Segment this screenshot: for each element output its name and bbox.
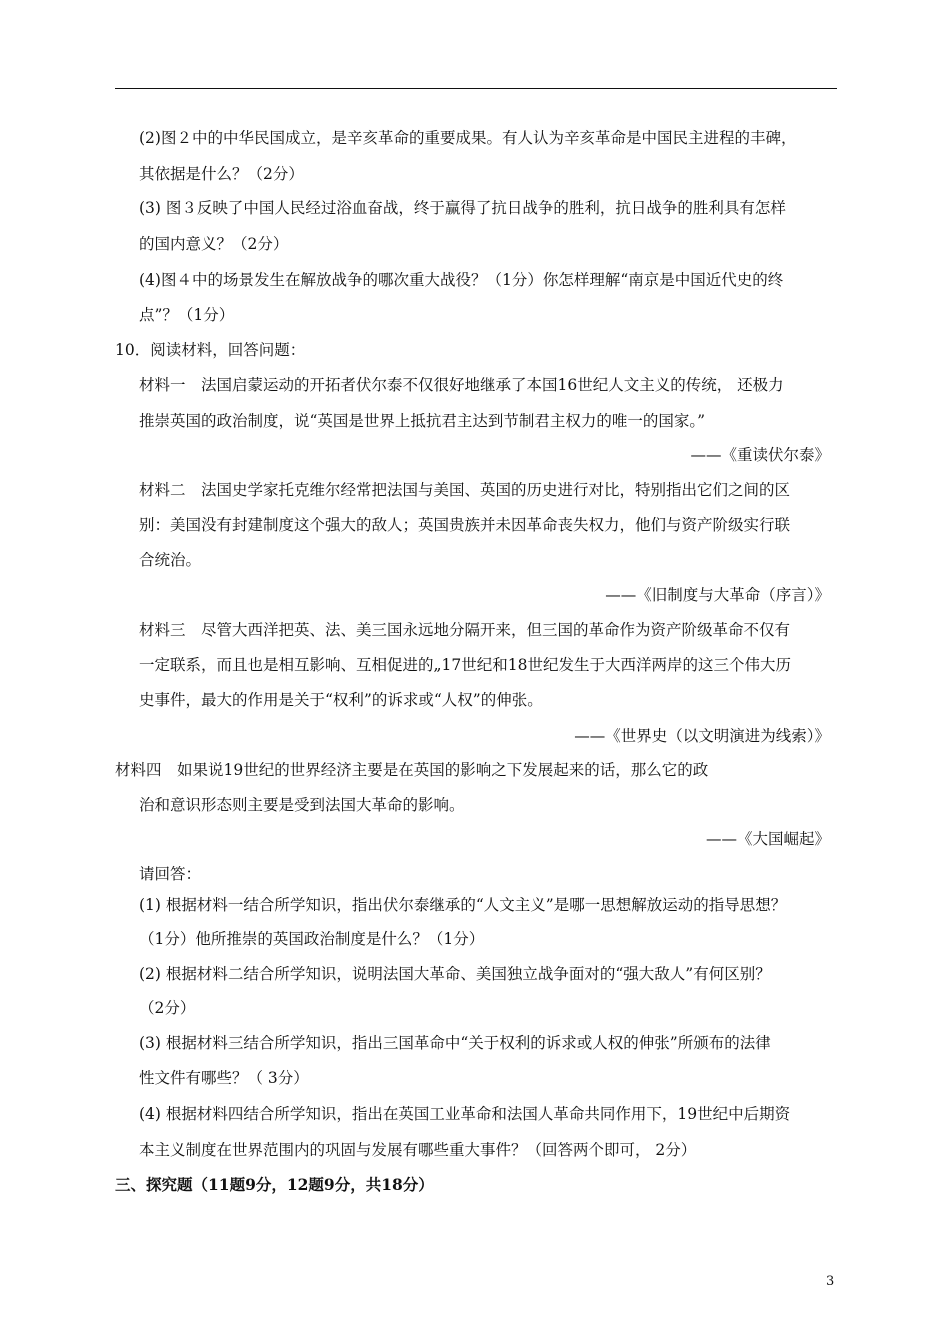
material-2-line-2: 别：美国没有封建制度这个强大的敌人；英国贵族并未因革命丧失权力，他们与资产阶级实行联 <box>139 516 791 534</box>
q3-line-2: 的国内意义？（2分） <box>139 235 289 253</box>
material-3-line-3: 史事件，最大的作用是关于“权利”的诉求或“人权”的伸张。 <box>139 691 543 709</box>
material-1-line-2: 推崇英国的政治制度，说“英国是世界上抵抗君主达到节制君主权力的唯一的国家。” <box>139 412 706 430</box>
material-1-source: ——《重读伏尔泰》 <box>690 446 830 464</box>
q2-line-2: 其依据是什么？（2分） <box>139 165 304 183</box>
page-number: 3 <box>826 1274 835 1289</box>
material-3-line-1: 材料三 尽管大西洋把英、法、美三国永远地分隔开来，但三国的革命作为资产阶级革命不仅有 <box>139 621 791 639</box>
answer-3-line-2: 性文件有哪些？（ 3分） <box>139 1069 309 1087</box>
answer-2-line-2: （2分） <box>139 999 196 1017</box>
material-2-source: ——《旧制度与大革命（序言）》 <box>605 586 830 604</box>
material-4-line-1: 材料四 如果说19世纪的世界经济主要是在英国的影响之下发展起来的话，那么它的政 <box>115 761 709 779</box>
header-rule <box>115 88 837 89</box>
answer-4-line-1: (4) 根据材料四结合所学知识，指出在英国工业革命和法国人革命共同作用下，19世纪中后期资 <box>139 1105 791 1123</box>
answer-1-line-2: （1分）他所推崇的英国政治制度是什么？（1分） <box>139 930 485 948</box>
answer-4-line-2: 本主义制度在世界范围内的巩固与发展有哪些重大事件？（回答两个即可， 2分） <box>139 1141 697 1159</box>
section-3-heading: 三、探究题（11题9分，12题9分，共18分） <box>115 1175 434 1194</box>
q2-line-1: (2)图２中的中华民国成立，是辛亥革命的重要成果。有人认为辛亥革命是中国民主进程的丰碑， <box>139 129 797 147</box>
material-2-line-3: 合统治。 <box>139 551 202 569</box>
material-2-line-1: 材料二 法国史学家托克维尔经常把法国与美国、英国的历史进行对比，特别指出它们之间的区 <box>139 481 791 499</box>
material-1-line-1: 材料一 法国启蒙运动的开拓者伏尔泰不仅很好地继承了本国16世纪人文主义的传统， 还极力 <box>139 376 784 394</box>
answer-1-line-1: (1) 根据材料一结合所学知识，指出伏尔泰继承的“人文主义”是哪一思想解放运动的指导思想？ <box>139 896 787 914</box>
answer-2-line-1: (2) 根据材料二结合所学知识，说明法国大革命、美国独立战争面对的“强大敌人”有何区别？ <box>139 965 771 983</box>
q4-line-1: (4)图４中的场景发生在解放战争的哪次重大战役？（1分）你怎样理解“南京是中国近代史的终 <box>139 271 784 289</box>
material-4-source: ——《大国崛起》 <box>705 830 830 848</box>
q3-line-1: (3) 图３反映了中国人民经过浴血奋战，终于赢得了抗日战争的胜利，抗日战争的胜利具有怎样 <box>139 199 786 217</box>
answer-3-line-1: (3) 根据材料三结合所学知识，指出三国革命中“关于权利的诉求或人权的伸张”所颁布的法律 <box>139 1034 771 1052</box>
material-3-line-2: 一定联系，而且也是相互影响、互相促进的„17世纪和18世纪发生于大西洋两岸的这三个伟大历 <box>139 656 791 674</box>
q4-line-2: 点”？（1分） <box>139 306 235 324</box>
material-3-source: ——《世界史（以文明演进为线索）》 <box>574 727 830 745</box>
question-10-heading: 10．阅读材料，回答问题： <box>115 341 306 359</box>
please-answer: 请回答： <box>139 865 202 883</box>
material-4-line-2: 治和意识形态则主要是受到法国大革命的影响。 <box>139 796 465 814</box>
